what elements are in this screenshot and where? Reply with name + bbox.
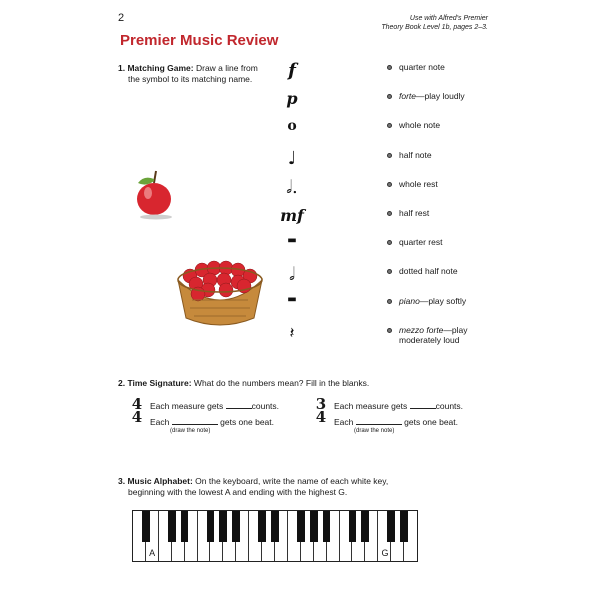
match-name-5: whole rest <box>399 178 438 189</box>
match-name-3: whole note <box>399 120 441 131</box>
apple-stem <box>154 171 156 183</box>
question-1 <box>118 63 268 85</box>
black-key[interactable] <box>232 511 240 542</box>
key-label-lowest-a: A <box>149 548 156 558</box>
music-symbol-6[interactable]: mf <box>280 206 304 225</box>
black-key[interactable] <box>181 511 189 542</box>
match-dot-8[interactable] <box>387 269 392 274</box>
question-3 <box>118 476 438 498</box>
match-name-7: quarter rest <box>399 237 443 248</box>
ts-left-line1a: Each measure gets <box>150 401 224 411</box>
match-name-6: half rest <box>399 208 430 218</box>
black-key[interactable] <box>168 511 176 542</box>
key-label-highest-g: G <box>381 548 389 558</box>
q2-number: 2. <box>118 378 126 388</box>
basket-illustration <box>170 250 270 330</box>
match-dot-10[interactable] <box>387 328 392 333</box>
match-name-10: mezzo forte—play moderately loud <box>399 324 468 345</box>
ts-left-line2b: gets one beat. <box>220 417 275 427</box>
black-key[interactable] <box>310 511 318 542</box>
match-name-4: half note <box>399 149 432 160</box>
piano-keyboard <box>132 510 418 562</box>
q3-text-1: On the keyboard, write the name of each white key, <box>195 476 389 486</box>
apple-shadow <box>140 215 172 220</box>
reference-line-2: Theory Book Level 1b, pages 2–3. <box>381 24 488 31</box>
question-2 <box>118 378 369 389</box>
ts-left-line2a: Each <box>150 417 170 427</box>
ts-right-line1b: counts. <box>435 401 464 411</box>
ts-left-counts-blank[interactable] <box>226 400 252 409</box>
black-key[interactable] <box>349 511 357 542</box>
page-number: 2 <box>118 12 125 24</box>
black-key[interactable] <box>323 511 331 542</box>
q1-text-1: Draw a line from <box>195 63 258 73</box>
match-dot-2[interactable] <box>387 94 392 99</box>
ts-right-note-hint: (draw the note) <box>354 428 395 434</box>
match-name-2: forte—play loudly <box>399 91 465 102</box>
ts-left-line1b: counts. <box>251 401 280 411</box>
ts-left-line-2 <box>150 416 274 427</box>
ts-right-top: 3 <box>315 395 327 413</box>
basket-apple <box>219 283 233 297</box>
music-symbol-9[interactable]: ▬ <box>287 293 297 305</box>
music-symbol-10[interactable]: 𝄽 <box>289 322 295 342</box>
black-key[interactable] <box>387 511 395 542</box>
match-dot-3[interactable] <box>387 123 392 128</box>
black-key[interactable] <box>207 511 215 542</box>
q1-text-2: the symbol to its matching name. <box>128 74 253 84</box>
match-name-1: quarter note <box>399 62 445 72</box>
match-dot-4[interactable] <box>387 153 392 158</box>
apple-body <box>137 183 171 215</box>
music-symbol-7[interactable]: ▬ <box>287 235 297 247</box>
ts-right-line-2 <box>334 416 458 427</box>
reference-note <box>348 14 488 32</box>
ts-right-counts-blank[interactable] <box>410 400 436 409</box>
apple-shine <box>144 187 152 199</box>
black-key[interactable] <box>400 511 408 542</box>
match-dot-6[interactable] <box>387 211 392 216</box>
ts-left-line-1 <box>150 400 279 411</box>
match-name-8: dotted half note <box>399 266 458 277</box>
apple-illustration <box>130 165 178 220</box>
q1-number: 1. <box>118 63 126 73</box>
q3-number: 3. <box>118 476 126 486</box>
match-dot-7[interactable] <box>387 240 392 245</box>
ts-right-line2a: Each <box>334 417 354 427</box>
ts-left-note-hint: (draw the note) <box>170 428 211 434</box>
ts-right-line-1 <box>334 400 463 411</box>
black-key[interactable] <box>271 511 279 542</box>
q3-heading: Music Alphabet: <box>127 476 193 486</box>
time-signature-right <box>314 395 328 426</box>
ts-left-top: 4 <box>131 395 143 413</box>
ts-left-note-blank[interactable] <box>172 416 218 425</box>
reference-line-1: Use with Alfred's Premier <box>409 15 488 22</box>
ts-right-line2b: gets one beat. <box>404 417 459 427</box>
match-dot-9[interactable] <box>387 299 392 304</box>
match-dot-1[interactable] <box>387 65 392 70</box>
ts-right-note-blank[interactable] <box>356 416 402 425</box>
time-signature-left <box>130 395 144 426</box>
black-key[interactable] <box>142 511 150 542</box>
music-symbol-1[interactable]: f <box>288 60 296 81</box>
black-key[interactable] <box>297 511 305 542</box>
q1-heading: Matching Game: <box>127 63 194 73</box>
match-dot-5[interactable] <box>387 182 392 187</box>
ts-right-line1a: Each measure gets <box>334 401 408 411</box>
q2-text: What do the numbers mean? Fill in the blanks. <box>193 378 370 388</box>
black-key[interactable] <box>361 511 369 542</box>
music-symbol-3[interactable]: o <box>287 118 297 135</box>
black-key[interactable] <box>219 511 227 542</box>
music-symbol-4[interactable]: ♩ <box>287 147 297 169</box>
black-key[interactable] <box>258 511 266 542</box>
match-name-9: piano—play softly <box>399 295 467 306</box>
music-symbol-5[interactable]: 𝅗𝅥. <box>286 176 298 198</box>
q3-text-2: beginning with the lowest A and ending with the highest G. <box>128 487 348 497</box>
music-symbol-2[interactable]: p <box>286 89 298 109</box>
ts-left-bottom: 4 <box>131 408 143 426</box>
ts-right-bottom: 4 <box>315 408 327 426</box>
music-symbol-8[interactable]: 𝅗𝅥 <box>289 264 295 286</box>
q2-heading: Time Signature: <box>127 378 192 388</box>
page-title: Premier Music Review <box>120 32 279 49</box>
